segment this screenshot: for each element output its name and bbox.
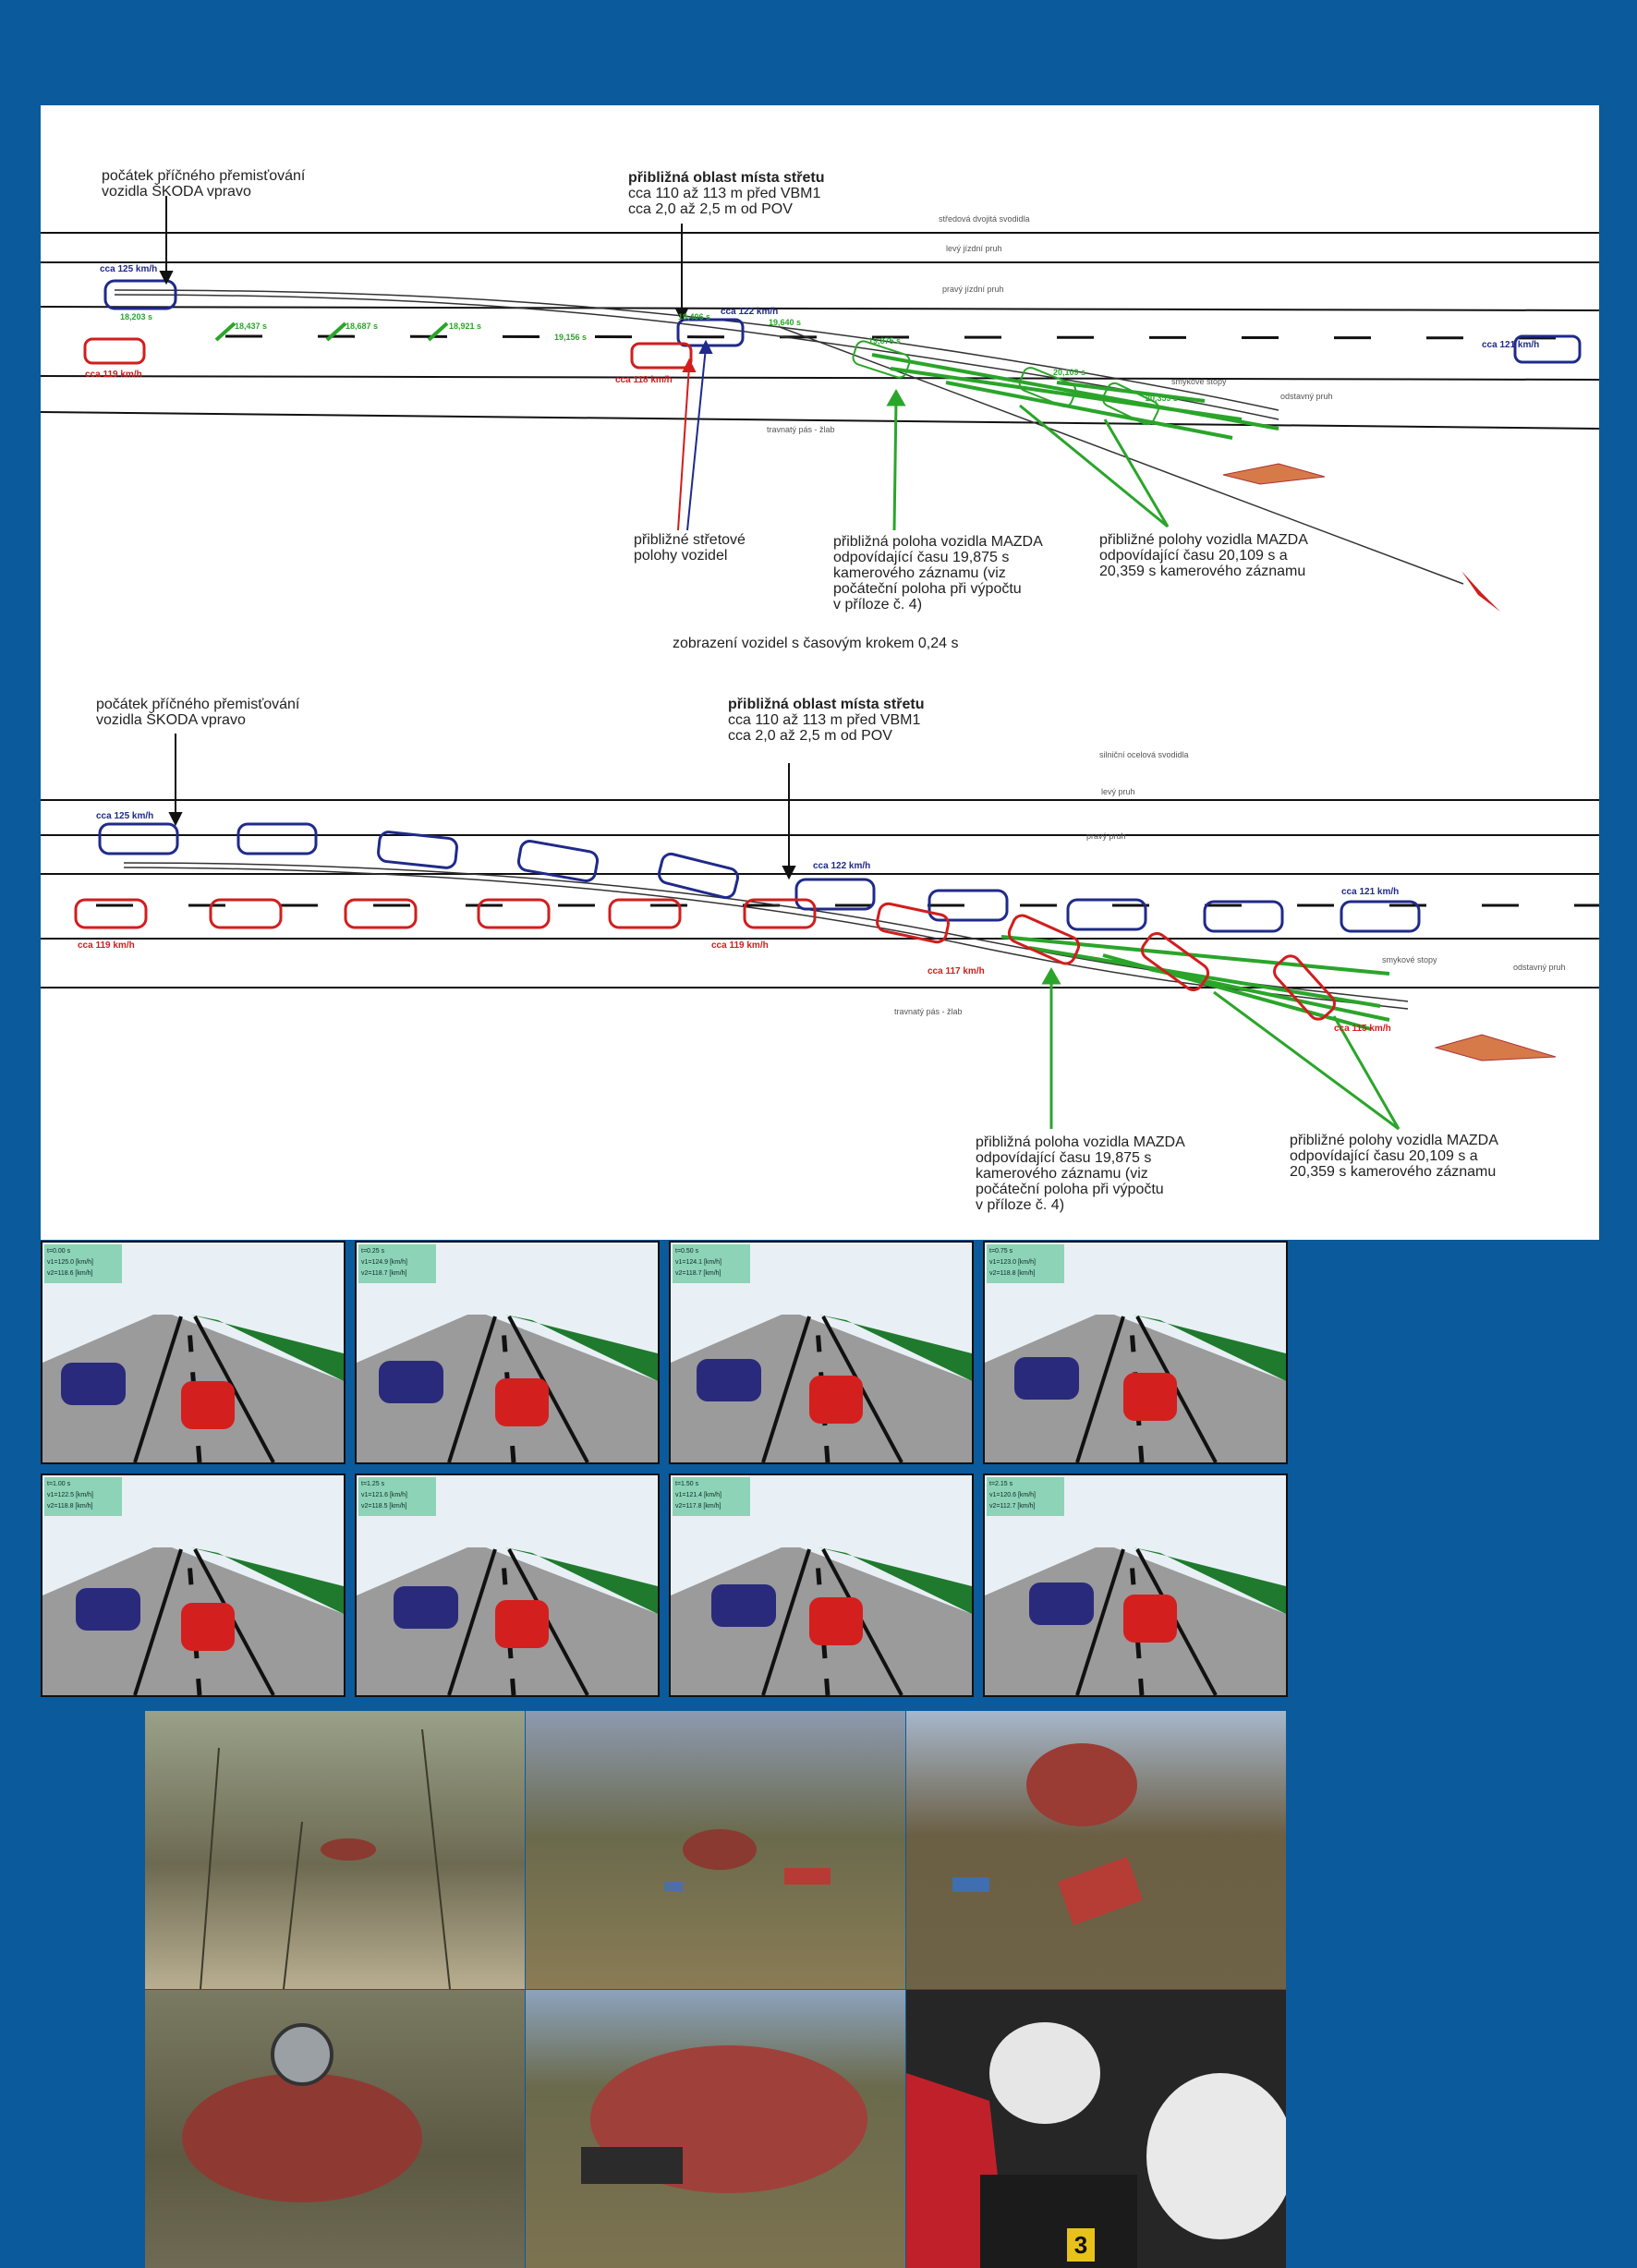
impact-title-top: přibližná oblast místa střetu <box>628 170 825 186</box>
mazda-pos-2-bottom-l1: přibližné polohy vozidla MAZDA <box>1290 1133 1498 1148</box>
time-top-4: 18,921 s <box>449 321 482 331</box>
road-label-top-4: odstavný pruh <box>1280 392 1333 401</box>
mazda-pos-2-top-l3: 20,359 s kamerového záznamu <box>1099 564 1306 579</box>
final-position-top <box>1461 571 1500 612</box>
sim-frame-2 <box>355 1241 660 1464</box>
speed-red-bottom-2: cca 119 km/h <box>711 940 769 951</box>
impact-note-top <box>628 170 824 217</box>
start-note-bottom-line-1: počátek příčného přemisťování <box>96 697 300 712</box>
sim-v2: v2=118.5 [km/h] <box>361 1503 407 1510</box>
sim-v2: v2=118.8 [km/h] <box>989 1270 1036 1277</box>
speed-blue-bottom-1: cca 125 km/h <box>96 811 154 821</box>
sim-frame-3 <box>669 1241 974 1464</box>
mazda-pos-2-top <box>1099 532 1308 579</box>
sim-time: t=1.00 s <box>47 1481 71 1487</box>
start-note-bottom <box>96 697 299 728</box>
sim-v2: v2=112.7 [km/h] <box>989 1503 1036 1510</box>
sim-hud <box>987 1477 1064 1516</box>
sim-time: t=1.50 s <box>675 1481 699 1487</box>
time-top-1: 18,203 s <box>120 312 153 321</box>
mazda-pos-2-bottom-l2: odpovídající času 20,109 s a <box>1290 1148 1478 1164</box>
mazda-pos-1-bottom-l1: přibližná poloha vozidla MAZDA <box>976 1134 1185 1150</box>
sim-frame-1 <box>41 1241 346 1464</box>
time-step-caption: zobrazení vozidel s časovým krokem 0,24 s <box>673 636 959 651</box>
sim-v1: v1=125.0 [km/h] <box>47 1259 94 1266</box>
sim-time: t=0.50 s <box>675 1248 699 1255</box>
speed-red-top-2: cca 118 km/h <box>615 375 673 385</box>
sim-v1: v1=121.6 [km/h] <box>361 1492 408 1498</box>
sim-v2: v2=118.8 [km/h] <box>47 1503 93 1510</box>
sim-v1: v1=122.5 [km/h] <box>47 1492 94 1498</box>
sim-v2: v2=118.7 [km/h] <box>675 1270 721 1277</box>
speed-red-bottom-4: cca 115 km/h <box>1334 1024 1391 1034</box>
mazda-pos-1-bottom-l3: kamerového záznamu (viz <box>976 1166 1148 1182</box>
sim-frame-4 <box>983 1241 1288 1464</box>
sim-frame-6 <box>355 1474 660 1697</box>
mazda-pos-1-bottom-l4: počáteční poloha při výpočtu <box>976 1182 1164 1197</box>
sim-v1: v1=120.6 [km/h] <box>989 1492 1037 1498</box>
start-note-bottom-line-2: vozidla ŠKODA vpravo <box>96 712 246 728</box>
road-label-top-2: levý jízdní pruh <box>946 244 1002 253</box>
sim-hud <box>673 1477 750 1516</box>
road-label-top-3: pravý jízdní pruh <box>942 285 1004 294</box>
sim-time: t=0.00 s <box>47 1248 71 1255</box>
sim-hud <box>44 1477 122 1516</box>
mazda-pos-1-top-l4: počáteční poloha při výpočtu <box>833 581 1022 597</box>
sim-frame-5 <box>41 1474 346 1697</box>
speed-blue-top-3: cca 121 km/h <box>1482 340 1540 350</box>
hatched-area-bottom <box>1436 1035 1556 1061</box>
sim-v1: v1=124.9 [km/h] <box>361 1259 408 1266</box>
sim-v2: v2=117.8 [km/h] <box>675 1503 721 1510</box>
speed-red-bottom-1: cca 119 km/h <box>78 940 135 951</box>
mazda-pos-1-top <box>833 534 1043 612</box>
speed-red-bottom-3: cca 117 km/h <box>928 966 985 976</box>
sim-frame-8 <box>983 1474 1288 1697</box>
mazda-pos-2-top-l2: odpovídající času 20,109 s a <box>1099 548 1288 564</box>
accident-photos <box>145 1711 1286 2268</box>
evidence-marker-label: 3 <box>1073 2231 1088 2259</box>
impact-line-bottom-1: cca 110 až 113 m před VBM1 <box>728 712 921 728</box>
impact-title-bottom: přibližná oblast místa střetu <box>728 697 925 712</box>
time-top-9: 20,109 s <box>1053 368 1086 377</box>
mazda-pos-1-top-l5: v příloze č. 4) <box>833 597 923 612</box>
speed-blue-bottom-3: cca 121 km/h <box>1341 887 1400 897</box>
diagram-graphics <box>41 105 1599 1240</box>
red-car-top-1 <box>85 339 144 363</box>
sim-v1: v1=124.1 [km/h] <box>675 1259 722 1266</box>
time-top-7: 19,640 s <box>769 318 802 327</box>
mazda-pos-1-bottom-l5: v příloze č. 4) <box>976 1197 1065 1213</box>
time-top-8: 19,875 s <box>868 336 902 346</box>
hatched-area-top <box>1223 464 1325 484</box>
road-label-top-6: smykové stopy <box>1171 377 1227 386</box>
photo-car-front <box>526 1990 905 2268</box>
impact-positions-line-1: přibližné střetové <box>634 532 746 548</box>
road-label-top-1: středová dvojitá svodidla <box>939 214 1030 224</box>
photo-wreck-close <box>906 1711 1286 1989</box>
sim-time: t=0.25 s <box>361 1248 385 1255</box>
speed-red-top-1: cca 119 km/h <box>85 370 142 380</box>
sim-time: t=2.15 s <box>989 1481 1013 1487</box>
road-label-bottom-4: smykové stopy <box>1382 955 1437 964</box>
mazda-pos-1-top-l1: přibližná poloha vozidla MAZDA <box>833 534 1043 550</box>
mazda-pos-2-bottom-l3: 20,359 s kamerového záznamu <box>1290 1164 1497 1180</box>
speed-blue-top-1: cca 125 km/h <box>100 264 158 274</box>
sim-hud <box>987 1244 1064 1283</box>
speed-blue-top-2: cca 122 km/h <box>721 307 779 317</box>
speed-blue-bottom-2: cca 122 km/h <box>813 861 871 871</box>
time-top-6: 19,406 s <box>678 312 711 321</box>
photo-car-interior <box>906 1990 1286 2268</box>
sim-hud <box>358 1477 436 1516</box>
sim-v1: v1=123.0 [km/h] <box>989 1259 1037 1266</box>
sim-time: t=1.25 s <box>361 1481 385 1487</box>
photo-wreck-field <box>526 1711 905 1989</box>
impact-positions-line-2: polohy vozidel <box>634 548 728 564</box>
mazda-pos-1-bottom <box>976 1134 1185 1213</box>
sim-time: t=0.75 s <box>989 1248 1013 1255</box>
accident-diagram <box>41 105 1599 1240</box>
road-label-bottom-6: travnatý pás - žlab <box>894 1007 963 1016</box>
sim-hud <box>358 1244 436 1283</box>
road-label-bottom-2: levý pruh <box>1101 787 1135 796</box>
mazda-pos-2-bottom <box>1290 1133 1498 1180</box>
sim-hud <box>44 1244 122 1283</box>
sim-v2: v2=118.7 [km/h] <box>361 1270 407 1277</box>
sim-hud <box>673 1244 750 1283</box>
mazda-pos-1-top-l3: kamerového záznamu (viz <box>833 565 1006 581</box>
time-top-5: 19,156 s <box>554 333 588 342</box>
impact-line-top-1: cca 110 až 113 m před VBM1 <box>628 186 821 201</box>
time-top-3: 18,687 s <box>346 321 379 331</box>
mazda-pos-1-top-l2: odpovídající času 19,875 s <box>833 550 1010 565</box>
road-label-bottom-5: odstavný pruh <box>1513 963 1566 972</box>
sim-v1: v1=121.4 [km/h] <box>675 1492 722 1498</box>
road-label-top-5: travnatý pás - žlab <box>767 425 835 434</box>
start-note-top <box>102 168 305 200</box>
impact-line-top-2: cca 2,0 až 2,5 m od POV <box>628 201 793 217</box>
red-car-top-2 <box>632 344 691 368</box>
photo-wreck-distance <box>145 1711 525 1989</box>
road-label-bottom-3: pravý pruh <box>1086 831 1126 841</box>
sim-frame-7 <box>669 1474 974 1697</box>
mazda-pos-2-top-l1: přibližné polohy vozidla MAZDA <box>1099 532 1308 548</box>
mazda-pos-1-bottom-l2: odpovídající času 19,875 s <box>976 1150 1152 1166</box>
impact-positions-note <box>634 532 746 564</box>
blue-car-top-2 <box>678 320 743 346</box>
time-top-2: 18,437 s <box>235 321 268 331</box>
simulation-frames <box>41 1241 1286 1700</box>
start-note-top-line-1: počátek příčného přemisťování <box>102 168 306 184</box>
impact-note-bottom <box>728 697 924 744</box>
impact-line-bottom-2: cca 2,0 až 2,5 m od POV <box>728 728 892 744</box>
start-note-top-line-2: vozidla ŠKODA vpravo <box>102 184 251 200</box>
sim-v2: v2=118.6 [km/h] <box>47 1270 93 1277</box>
road-label-bottom-1: silniční ocelová svodidla <box>1099 750 1189 759</box>
time-top-10: 20,359 s <box>1146 394 1179 403</box>
photo-overturned-car <box>145 1990 525 2268</box>
